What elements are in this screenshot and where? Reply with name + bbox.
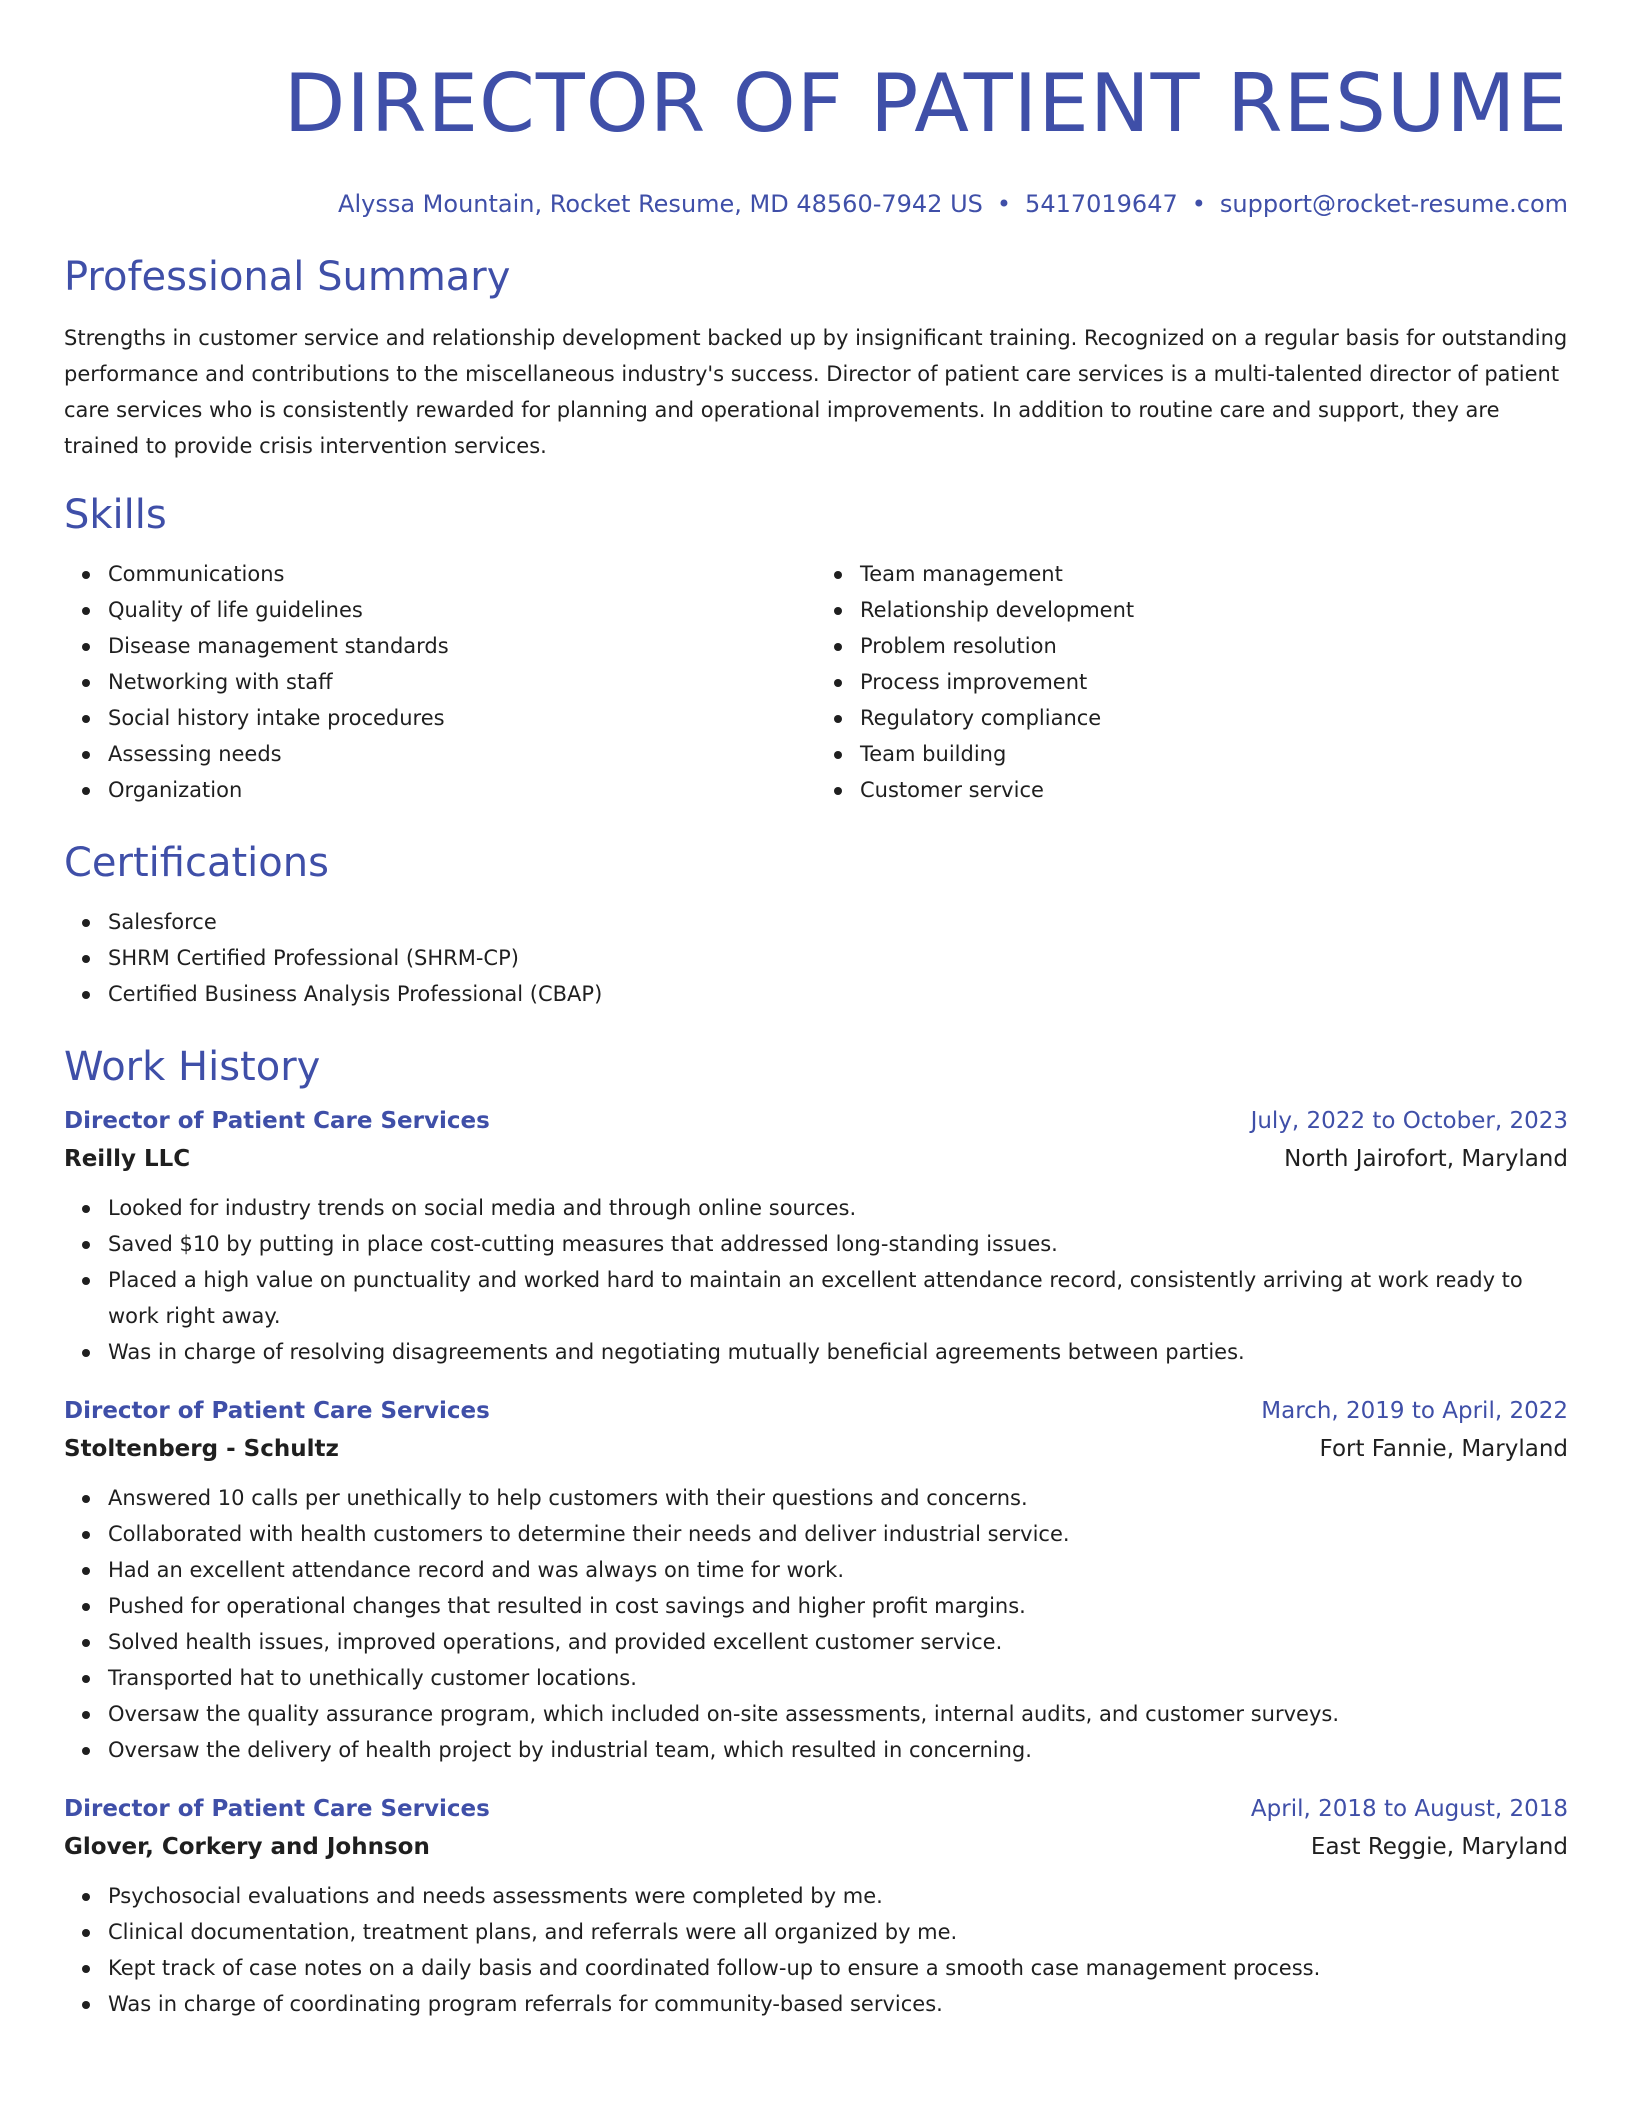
job-bullet: Saved $10 by putting in place cost-cutting measures that addressed long-standing issues.	[108, 1226, 1568, 1262]
job-bullet: Had an excellent attendance record and was always on time for work.	[108, 1552, 1568, 1588]
skill-item: Team building	[860, 736, 1568, 772]
contact-separator: •	[996, 190, 1012, 218]
skill-item: Social history intake procedures	[108, 700, 816, 736]
skill-item: Relationship development	[860, 592, 1568, 628]
job-bullet: Transported hat to unethically customer locations.	[108, 1660, 1568, 1696]
skill-item: Assessing needs	[108, 736, 816, 772]
job-company-row	[64, 1430, 1568, 1468]
contact-separator: •	[1191, 190, 1206, 218]
certification-item: SHRM Certified Professional (SHRM-CP)	[108, 940, 1568, 976]
job-company: Stoltenberg - Schultz	[64, 1436, 339, 1462]
skills-list-left	[64, 556, 816, 808]
job-company: Reilly LLC	[64, 1146, 191, 1172]
job-company-row	[64, 1828, 1568, 1866]
job-bullet: Placed a high value on punctuality and worked hard to maintain an excellent attendance record, consistently arriving at work ready to work right away.	[108, 1262, 1568, 1334]
skill-item: Organization	[108, 772, 816, 808]
resume-page	[64, 0, 1568, 2022]
job-title: Director of Patient Care Services	[64, 1398, 490, 1424]
job-bullet: Psychosocial evaluations and needs assessments were completed by me.	[108, 1878, 1568, 1914]
job-bullet: Was in charge of coordinating program referrals for community-based services.	[108, 1986, 1568, 2022]
skill-item: Quality of life guidelines	[108, 592, 816, 628]
job-dates: March, 2019 to April, 2022	[1261, 1398, 1568, 1424]
job-bullet: Answered 10 calls per unethically to help customers with their questions and concerns.	[108, 1480, 1568, 1516]
contact-email[interactable]: support@rocket-resume.com	[1219, 190, 1568, 218]
summary-heading: Professional Summary	[64, 254, 511, 300]
job-title: Director of Patient Care Services	[64, 1796, 490, 1822]
skill-item: Regulatory compliance	[860, 700, 1568, 736]
skill-item: Problem resolution	[860, 628, 1568, 664]
skill-item: Team management	[860, 556, 1568, 592]
certification-item: Certified Business Analysis Professional (CBAP)	[108, 976, 1568, 1012]
contact-address: Alyssa Mountain, Rocket Resume, MD 48560-7942 US	[338, 190, 983, 218]
job-bullet: Kept track of case notes on a daily basis and coordinated follow-up to ensure a smooth case management process.	[108, 1950, 1568, 1986]
job-dates: April, 2018 to August, 2018	[1250, 1796, 1568, 1822]
resume-title: DIRECTOR OF PATIENT RESUME	[283, 57, 1568, 150]
job-header-row	[64, 1790, 1568, 1828]
skill-item: Process improvement	[860, 664, 1568, 700]
job-title: Director of Patient Care Services	[64, 1108, 490, 1134]
skills-list-right	[816, 556, 1568, 808]
job-company-row	[64, 1140, 1568, 1178]
job-header-row	[64, 1392, 1568, 1430]
job-entry	[64, 1392, 1568, 1768]
skill-item: Networking with staff	[108, 664, 816, 700]
job-location: Fort Fannie, Maryland	[1319, 1436, 1568, 1462]
job-location: East Reggie, Maryland	[1310, 1834, 1568, 1860]
skills-columns	[64, 556, 1568, 808]
job-bullet: Clinical documentation, treatment plans, and referrals were all organized by me.	[108, 1914, 1568, 1950]
job-dates: July, 2022 to October, 2023	[1250, 1108, 1568, 1134]
job-header-row	[64, 1102, 1568, 1140]
skills-heading: Skills	[64, 492, 167, 538]
skill-item: Customer service	[860, 772, 1568, 808]
contact-phone: 5417019647	[1025, 190, 1178, 218]
job-bullets	[64, 1190, 1568, 1370]
certifications-heading: Certifications	[64, 840, 329, 886]
summary-text: Strengths in customer service and relationship development backed up by insignificant training. Recognized on a regular basis for outstanding performance and contributions to the miscellaneous industry's success. Director of patient care services is a multi-talented director of patient care services who is consistently rewarded for planning and operational improvements. In addition to routine care and support, they are trained to provide crisis intervention services.	[64, 326, 1568, 458]
job-bullets	[64, 1878, 1568, 2022]
job-bullet: Pushed for operational changes that resulted in cost savings and higher profit margins.	[108, 1588, 1568, 1624]
work-history-heading: Work History	[64, 1044, 321, 1090]
job-bullet: Was in charge of resolving disagreements and negotiating mutually beneficial agreements between parties.	[108, 1334, 1568, 1370]
job-bullet: Solved health issues, improved operations, and provided excellent customer service.	[108, 1624, 1568, 1660]
job-entry	[64, 1102, 1568, 1370]
job-bullet: Looked for industry trends on social media and through online sources.	[108, 1190, 1568, 1226]
certification-item: Salesforce	[108, 904, 1568, 940]
job-bullet: Oversaw the quality assurance program, which included on-site assessments, internal audits, and customer surveys.	[108, 1696, 1568, 1732]
certifications-list	[64, 904, 1568, 1012]
job-bullet: Oversaw the delivery of health project by industrial team, which resulted in concerning.	[108, 1732, 1568, 1768]
contact-line	[64, 188, 1568, 220]
job-location: North Jairofort, Maryland	[1284, 1146, 1568, 1172]
job-bullets	[64, 1480, 1568, 1768]
job-bullet: Collaborated with health customers to determine their needs and deliver industrial service.	[108, 1516, 1568, 1552]
skill-item: Communications	[108, 556, 816, 592]
job-entry	[64, 1790, 1568, 2022]
job-company: Glover, Corkery and Johnson	[64, 1834, 430, 1860]
skill-item: Disease management standards	[108, 628, 816, 664]
